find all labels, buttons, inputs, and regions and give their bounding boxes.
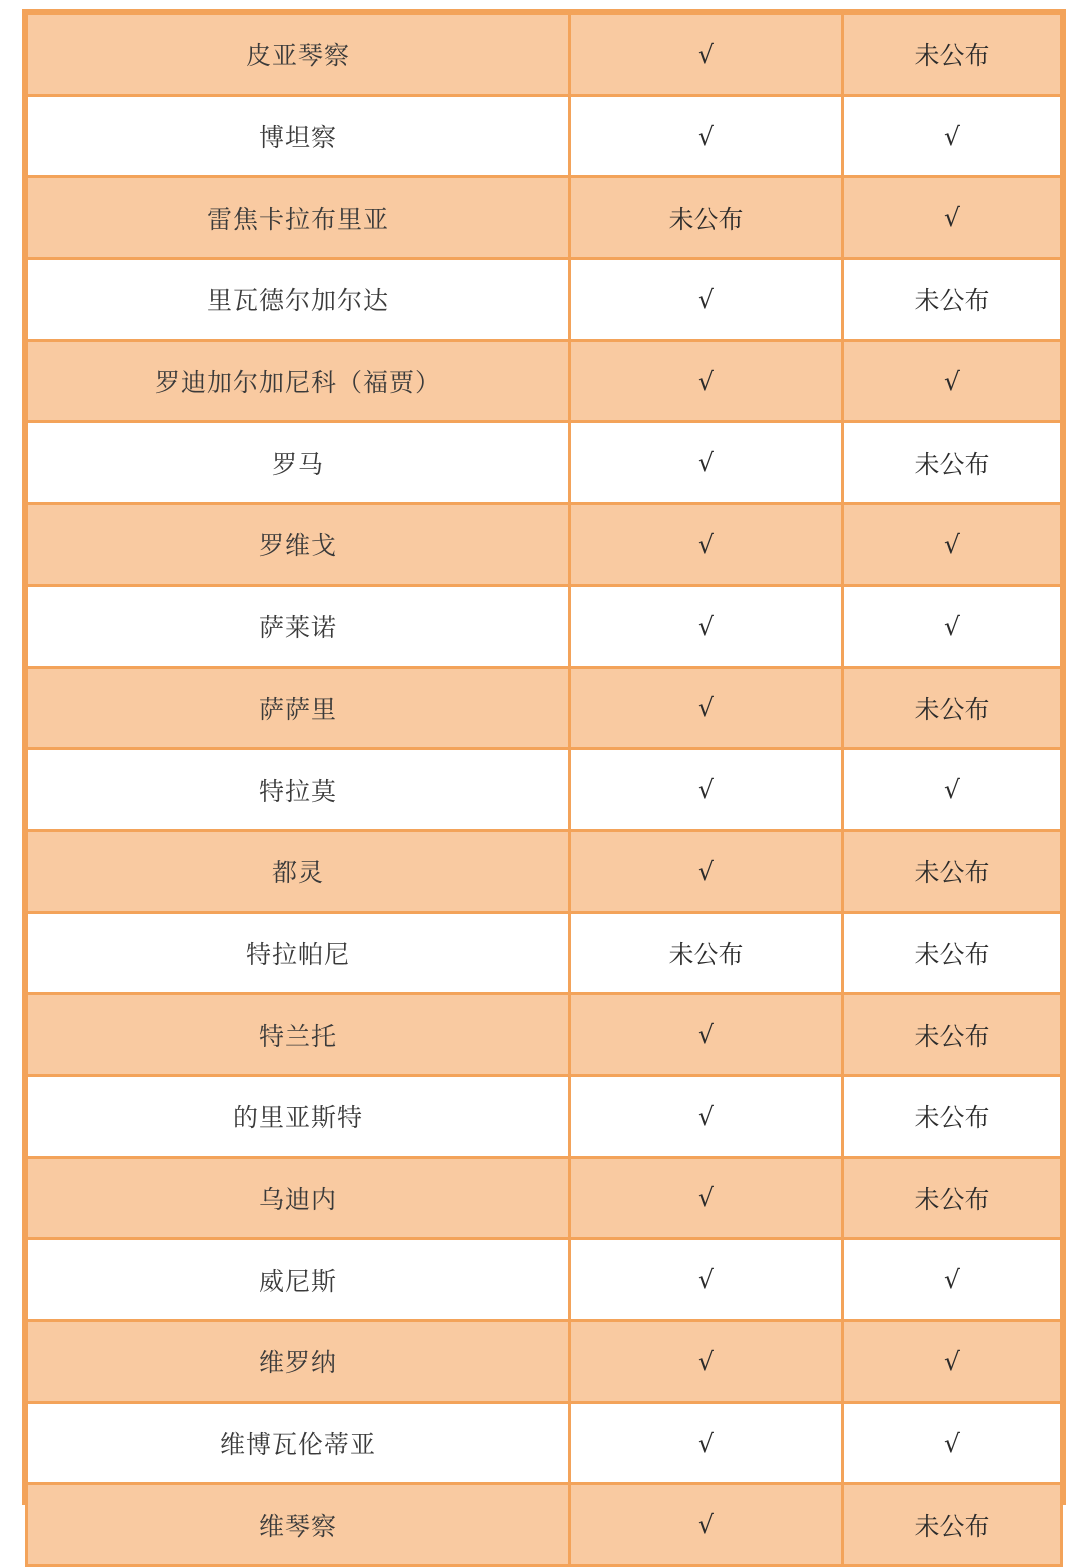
city-name-cell: 特兰托 xyxy=(27,994,570,1076)
status-b-cell: √ xyxy=(843,749,1062,831)
status-a-cell: √ xyxy=(570,1157,843,1239)
table-row xyxy=(27,1239,1062,1321)
status-a-cell: √ xyxy=(570,830,843,912)
table-row xyxy=(27,340,1062,422)
table-row xyxy=(27,422,1062,504)
status-a-cell: 未公布 xyxy=(570,177,843,259)
status-a-cell: √ xyxy=(570,1075,843,1157)
table-row xyxy=(27,667,1062,749)
city-name-cell: 维博瓦伦蒂亚 xyxy=(27,1402,570,1484)
city-name-cell: 雷焦卡拉布里亚 xyxy=(27,177,570,259)
status-b-cell: 未公布 xyxy=(843,912,1062,994)
city-name-cell: 罗迪加尔加尼科（福贾） xyxy=(27,340,570,422)
city-name-cell: 罗维戈 xyxy=(27,504,570,586)
status-b-cell: 未公布 xyxy=(843,422,1062,504)
status-b-cell: 未公布 xyxy=(843,1157,1062,1239)
table-row xyxy=(27,1402,1062,1484)
city-name-cell: 乌迪内 xyxy=(27,1157,570,1239)
table-body xyxy=(27,14,1062,1566)
city-name-cell: 博坦察 xyxy=(27,95,570,177)
status-a-cell: √ xyxy=(570,1321,843,1403)
city-name-cell: 威尼斯 xyxy=(27,1239,570,1321)
table-row xyxy=(27,504,1062,586)
city-name-cell: 萨莱诺 xyxy=(27,585,570,667)
status-b-cell: 未公布 xyxy=(843,667,1062,749)
status-b-cell: √ xyxy=(843,340,1062,422)
table-row xyxy=(27,1321,1062,1403)
city-name-cell: 维琴察 xyxy=(27,1484,570,1566)
status-b-cell: √ xyxy=(843,504,1062,586)
city-name-cell: 特拉帕尼 xyxy=(27,912,570,994)
table-row xyxy=(27,259,1062,341)
status-a-cell: √ xyxy=(570,585,843,667)
table-row xyxy=(27,912,1062,994)
table-row xyxy=(27,994,1062,1076)
status-a-cell: √ xyxy=(570,504,843,586)
status-a-cell: √ xyxy=(570,340,843,422)
table-row xyxy=(27,1484,1062,1566)
status-a-cell: √ xyxy=(570,749,843,831)
table-row xyxy=(27,830,1062,912)
status-b-cell: √ xyxy=(843,95,1062,177)
status-b-cell: 未公布 xyxy=(843,830,1062,912)
status-b-cell: √ xyxy=(843,1402,1062,1484)
status-a-cell: √ xyxy=(570,994,843,1076)
city-name-cell: 皮亚琴察 xyxy=(27,14,570,96)
city-name-cell: 里瓦德尔加尔达 xyxy=(27,259,570,341)
status-a-cell: √ xyxy=(570,95,843,177)
status-b-cell: √ xyxy=(843,1321,1062,1403)
table-row xyxy=(27,1075,1062,1157)
city-name-cell: 罗马 xyxy=(27,422,570,504)
table-row xyxy=(27,95,1062,177)
status-b-cell: √ xyxy=(843,1239,1062,1321)
status-a-cell: √ xyxy=(570,1402,843,1484)
status-a-cell: 未公布 xyxy=(570,912,843,994)
status-b-cell: 未公布 xyxy=(843,14,1062,96)
city-name-cell: 的里亚斯特 xyxy=(27,1075,570,1157)
status-b-cell: 未公布 xyxy=(843,994,1062,1076)
city-name-cell: 特拉莫 xyxy=(27,749,570,831)
status-a-cell: √ xyxy=(570,422,843,504)
table-row xyxy=(27,749,1062,831)
status-a-cell: √ xyxy=(570,1239,843,1321)
table-row xyxy=(27,177,1062,259)
status-b-cell: 未公布 xyxy=(843,259,1062,341)
table-row xyxy=(27,585,1062,667)
city-name-cell: 都灵 xyxy=(27,830,570,912)
status-a-cell: √ xyxy=(570,14,843,96)
city-name-cell: 萨萨里 xyxy=(27,667,570,749)
city-status-table xyxy=(25,12,1063,1567)
city-name-cell: 维罗纳 xyxy=(27,1321,570,1403)
status-b-cell: √ xyxy=(843,177,1062,259)
status-b-cell: 未公布 xyxy=(843,1484,1062,1566)
table-row xyxy=(27,14,1062,96)
table-row xyxy=(27,1157,1062,1239)
status-a-cell: √ xyxy=(570,1484,843,1566)
city-table xyxy=(22,9,1066,1541)
status-a-cell: √ xyxy=(570,259,843,341)
status-a-cell: √ xyxy=(570,667,843,749)
status-b-cell: 未公布 xyxy=(843,1075,1062,1157)
status-b-cell: √ xyxy=(843,585,1062,667)
